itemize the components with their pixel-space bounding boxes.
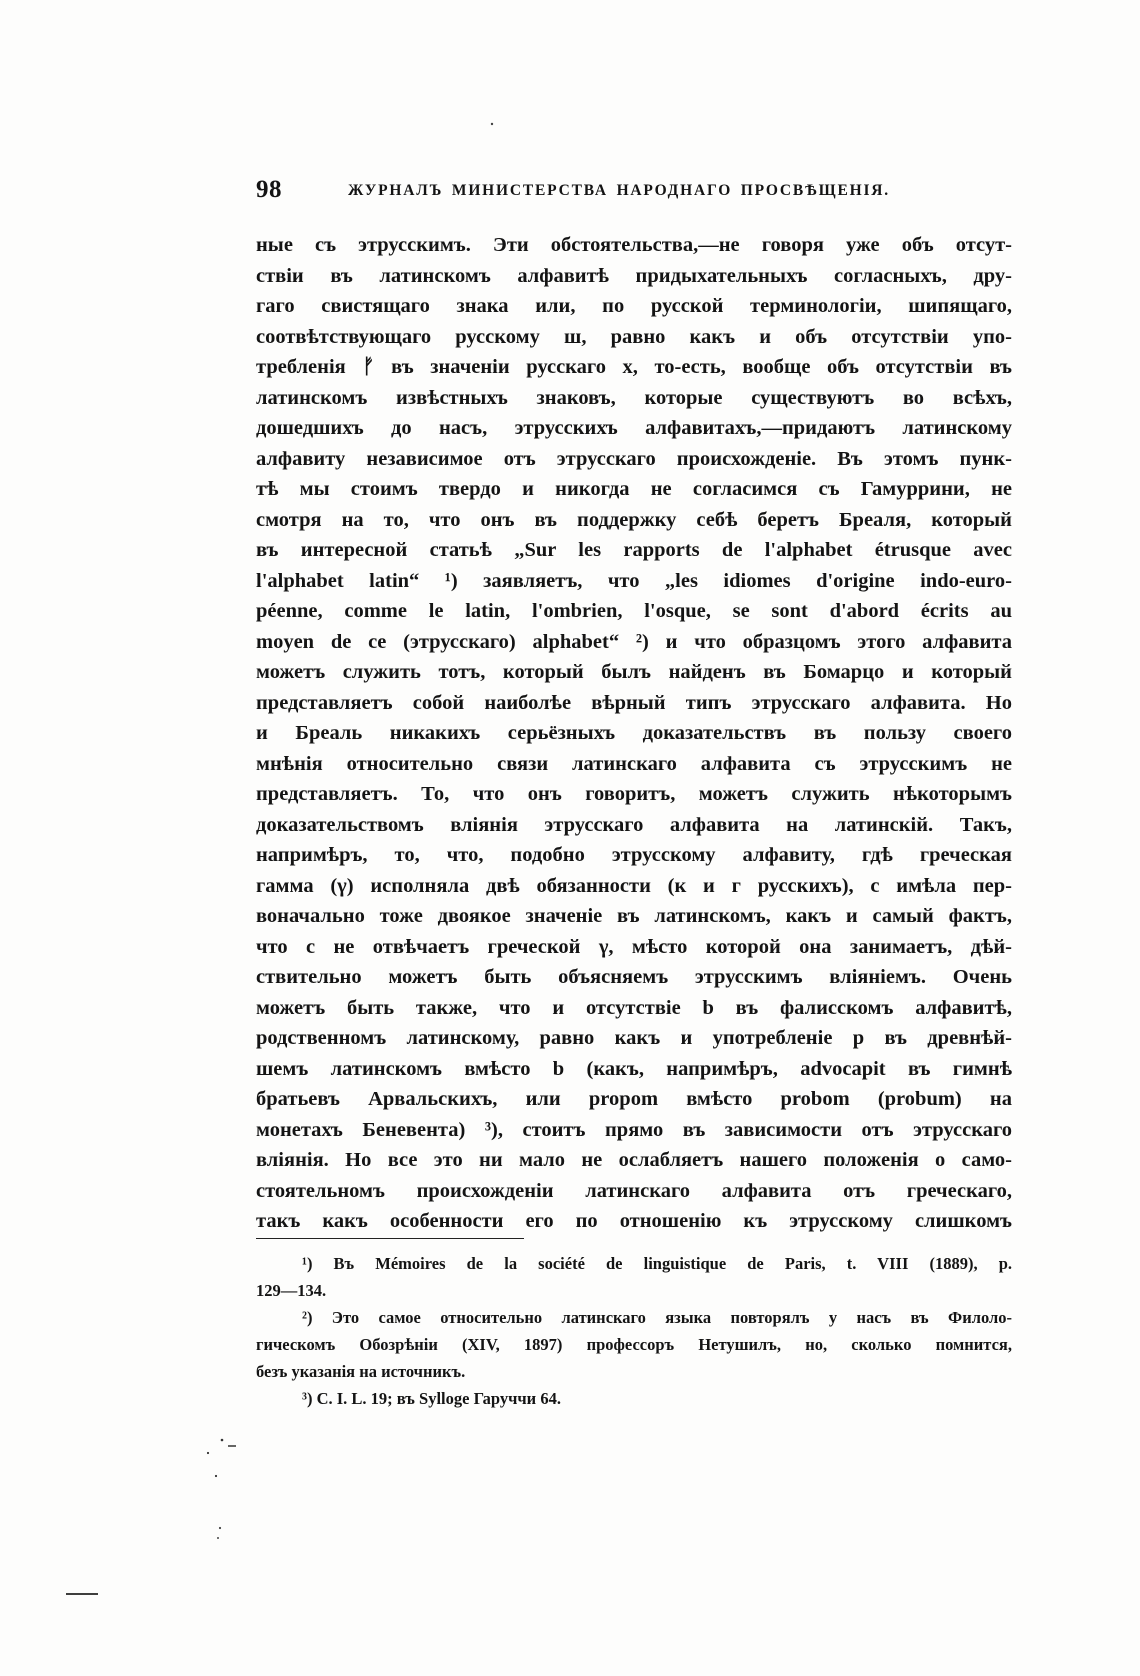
footnote-line: 129—134. (256, 1281, 327, 1300)
body-line: латинскомъ извѣстныхъ знаковъ, которые существуютъ во всѣхъ, (256, 386, 1012, 409)
body-line: гамма (γ) исполняла двѣ обязанности (к и г русскихъ), с имѣла пер- (256, 874, 1012, 897)
body-line: можетъ быть также, что и отсутствіе b въ фалисскомъ алфавитѣ, (256, 996, 1012, 1019)
speck (491, 123, 493, 125)
speck (221, 1439, 224, 1442)
body-line: гаго свистящаго знака или, по русской терминологіи, шипящаго, (256, 295, 1012, 317)
body-line: братьевъ Арвальскихъ, или propom вмѣсто probom (probum) на (256, 1088, 1012, 1110)
footnote-line: ³) C. I. L. 19; въ Sylloge Гаруччи 64. (302, 1389, 561, 1408)
body-line: представляетъ. То, что онъ говоритъ, можетъ служить нѣкоторымъ (256, 783, 1012, 805)
speck (215, 1475, 217, 1477)
footnote-line: ¹) Въ Mémoires de la société de linguistique de Paris, t. VIII (1889), p. (302, 1254, 1012, 1273)
body-line: moyen de ce (этрусскаго) alphabet“ ²) и что образцомъ этого алфавита (256, 630, 1012, 653)
body-line: мнѣнія относительно связи латинскаго алфавита съ этрусскимъ не (256, 752, 1012, 775)
body-line: ствіи въ латинскомъ алфавитѣ придыхательныхъ согласныхъ, дру- (256, 264, 1012, 287)
body-line: вліянія. Но все это ни мало не ослабляетъ нашего положенія о само- (256, 1149, 1012, 1171)
body-line: требленія ᚠ въ значеніи русскаго х, то-есть, вообще объ отсутствіи въ (256, 356, 1012, 378)
body-line: ствительно можетъ быть объясняемъ этрусскимъ вліяніемъ. Очень (256, 966, 1012, 988)
footnote-line: безъ указанія на источникъ. (256, 1362, 466, 1381)
body-line: смотря на то, что онъ въ поддержку себѣ беретъ Бреаля, который (256, 508, 1012, 531)
page-number: 98 (256, 176, 282, 203)
body-line: въ интересной статьѣ „Sur les rapports de l'alphabet étrusque avec (256, 539, 1012, 561)
body-line: тѣ мы стоимъ твердо и никогда не согласимся съ Гамуррини, не (256, 478, 1012, 500)
body-line: доказательствомъ вліянія этрусскаго алфавита на латинскій. Такъ, (256, 813, 1012, 836)
body-line: стоятельномъ происхожденіи латинскаго алфавита отъ греческаго, (256, 1179, 1012, 1202)
body-line: ные съ этрусскимъ. Эти обстоятельства,—не говоря уже объ отсут- (256, 234, 1012, 256)
speck (207, 1452, 209, 1454)
body-line: l'alphabet latin“ ¹) заявляетъ, что „les idiomes d'origine indo-euro- (256, 569, 1012, 592)
body-line: дошедшихъ до насъ, этрусскихъ алфавитахъ,—придаютъ латинскому (256, 417, 1012, 439)
body-line: представляетъ собой наиболѣе вѣрный типъ этрусскаго алфавита. Но (256, 691, 1012, 714)
footnote-line: ²) Это самое относительно латинскаго языка повторялъ у насъ въ Филоло- (302, 1308, 1012, 1327)
footnote-line: гическомъ Обозрѣніи (XIV, 1897) профессоръ Нетушилъ, но, сколько помнится, (256, 1335, 1012, 1354)
body-line: соотвѣтствующаго русскому ш, равно какъ и объ отсутствіи упо- (256, 325, 1012, 348)
body-line: и Бреаль никакихъ серьёзныхъ доказательствъ въ пользу своего (256, 722, 1012, 744)
body-line: родственномъ латинскому, равно какъ и употребленіе p въ древнѣй- (256, 1027, 1012, 1049)
body-line: шемъ латинскомъ вмѣсто b (какъ, напримѣръ, advocapit въ гимнѣ (256, 1057, 1012, 1080)
speck (217, 1537, 219, 1539)
body-line: воначально тоже двоякое значеніе въ латинскомъ, какъ и самый фактъ, (256, 905, 1012, 927)
body-line: алфавиту независимое отъ этрусскаго происхожденіе. Въ этомъ пунк- (256, 447, 1012, 470)
body-line: что с не отвѣчаетъ греческой γ, мѣсто которой она занимаетъ, дѣй- (256, 935, 1012, 958)
body-line: монетахъ Беневента) ³), стоитъ прямо въ зависимости отъ этрусскаго (256, 1118, 1012, 1141)
body-line: напримѣръ, то, что, подобно этрусскому алфавиту, гдѣ греческая (256, 844, 1012, 866)
body-line: такъ какъ особенности его по отношенію къ этрусскому слишкомъ (256, 1210, 1012, 1232)
body-line: péenne, comme le latin, l'ombrien, l'osque, se sont d'abord écrits au (256, 600, 1012, 622)
running-head: ЖУРНАЛЪ МИНИСТЕРСТВА НАРОДНАГО ПРОСВѢЩЕНІЯ. (348, 182, 890, 199)
speck (219, 1527, 221, 1529)
body-line: можетъ служить тотъ, который былъ найденъ въ Бомарцо и который (256, 661, 1012, 683)
